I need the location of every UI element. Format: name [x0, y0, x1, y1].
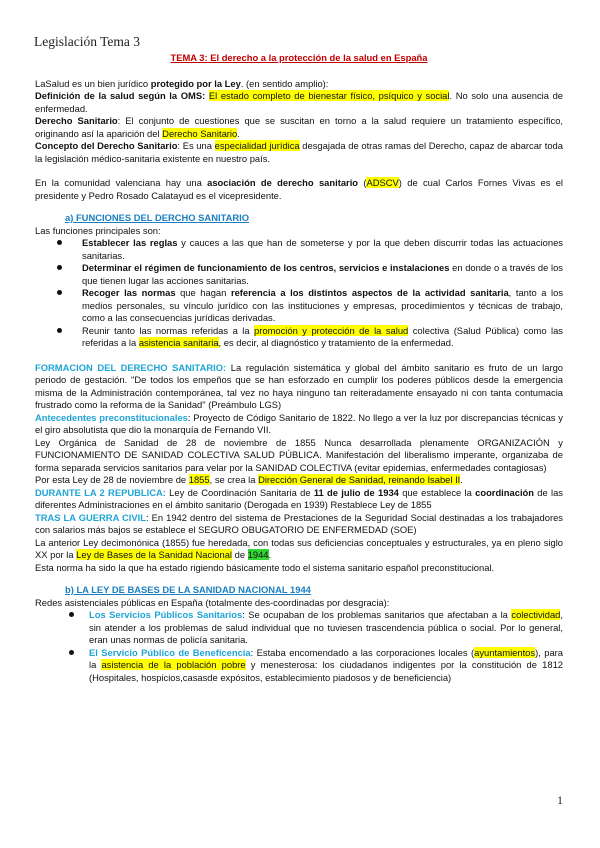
blue-label: DURANTE LA 2 REPUBLICA:	[35, 486, 166, 498]
text: LaSalud es un bien jurídico	[35, 77, 151, 89]
section-b-intro: Redes asistenciales públicas en España (totalmente des-coordinadas por desgracia):	[35, 596, 390, 608]
bullet-icon	[57, 240, 62, 245]
list-item	[35, 287, 563, 325]
bold-text: referencia a los distintos aspectos de la actividad sanitaria	[230, 287, 509, 298]
text: y cauces a las que han de someterse y por la que deben discurrir todas las actuaciones sanitarias.	[82, 237, 563, 261]
text: .	[237, 127, 240, 139]
highlighted-text: asistencia de la población pobre	[101, 659, 246, 670]
text: .	[268, 549, 272, 560]
bullet-icon	[69, 612, 74, 617]
text: en donde o a través de los que tienen lugar las acciones sanitarias.	[82, 262, 563, 286]
blue-label: Los Servicios Públicos Sanitarios	[89, 609, 243, 620]
text: ) de cual Carlos Fornes Vivas es el presidente y Pedro Rosado Calatayud es el vicepresidente.	[35, 177, 563, 201]
anterior-ley-paragraph	[35, 537, 563, 562]
text: : Es una	[177, 140, 215, 151]
highlighted-text: Ley de Bases de la Sanidad Nacional	[76, 549, 233, 560]
highlighted-text: colectividad	[511, 609, 561, 620]
bold-text: Determinar el régimen de funcionamiento de los centros, servicios e instalaciones	[82, 262, 450, 273]
bold-label: Derecho Sanitario	[35, 115, 118, 126]
highlighted-text: Derecho Sanitario	[162, 127, 238, 139]
bullet-icon	[57, 328, 62, 333]
guerra-paragraph	[35, 512, 563, 537]
text: Ley de Coordinación Sanitaria de	[165, 486, 314, 498]
text: que establece la	[398, 486, 476, 498]
bullet-icon	[69, 650, 74, 655]
text: : En 1942 dentro del sistema de Prestaciones de la Seguridad Social destinadas a los trabajadores con salarios más bajos se establece el SEGURO OBUGATORIO DE ENFERMEDAD (SOE)	[35, 511, 563, 535]
text: ), para la	[89, 646, 563, 670]
bold-text: asociación de derecho sanitario	[207, 177, 359, 188]
text: desgajada de otras ramas del Derecho, capaz de abarcar toda la legislación médico-sanitaria existente en nuestro país.	[35, 140, 563, 164]
definition-oms	[35, 90, 563, 115]
text: colectiva (Salud Pública) como las referidas a la	[82, 324, 563, 348]
highlighted-text: especialidad jurídica	[214, 140, 300, 151]
bold-text: coordinación	[475, 486, 534, 498]
antecedentes-paragraph	[35, 412, 563, 437]
text: Por esta Ley de 28 de noviembre de	[35, 474, 189, 485]
green-highlighted-text: 1944	[247, 549, 269, 560]
text: que hagan	[175, 287, 231, 298]
highlighted-text: ayuntamientos	[474, 646, 536, 658]
text: Reunir tanto las normas referidas a la	[82, 324, 255, 336]
funciones-list	[35, 237, 563, 350]
blue-label: El Servicio Público de Beneficencia	[89, 646, 251, 658]
republica-paragraph	[35, 487, 563, 512]
text: , sin atender a los problemas de salud individual que no tuviesen trascendencia pública o social. Por lo general, eran unas normas de policía sanitaria.	[89, 609, 563, 645]
page-header: Legislación Tema 3	[34, 34, 141, 49]
text: , es decir, al diagnóstico y tratamiento de la enfermedad.	[218, 337, 454, 348]
association-paragraph	[35, 177, 563, 202]
intro-salud	[35, 78, 563, 91]
text: : Se ocupaban de los problemas sanitarios que afectaban a la	[242, 609, 512, 620]
text: de las diferentes Administraciones en el ámbito sanitario (Derogada en 1939) Restablece Ley de 1855	[35, 486, 563, 510]
text: , tanto a los medios personales, su vínculo jurídico con las instituciones y empresas, procedimientos y técnicas de trabajo, como a las consecuencias jurídicas derivadas.	[82, 287, 564, 323]
text: .	[460, 474, 463, 485]
highlighted-text: Dirección General de Sanidad, reinando Isabel II	[258, 474, 461, 485]
bold-text: Recoger las normas	[82, 287, 176, 298]
list-item	[35, 325, 563, 350]
text: En la comunidad valenciana hay una	[35, 177, 208, 188]
section-a-heading: a) FUNCIONES DEL DERCHO SANITARIO	[65, 212, 250, 223]
list-item	[35, 262, 563, 287]
text: de	[232, 549, 248, 560]
bold-text: 11 de julio de 1934	[313, 486, 399, 498]
highlighted-text: promoción y protección de la salud	[254, 324, 409, 336]
section-a-intro: Las funciones principales son:	[35, 224, 161, 236]
redes-list	[35, 609, 563, 684]
highlighted-text: 1855	[188, 474, 210, 485]
text: La anterior Ley decimonónica (1855) fue heredada, con todas sus deficiencias conceptuales y estructurales, ya en pleno siglo XX por la	[35, 536, 563, 560]
text: : Proyecto de Código Sanitario de 1822. No llego a ver la luz por discrepancias técnicas y el giro absolutista que dio la monarquía de Fernando VII.	[35, 411, 563, 435]
derecho-sanitario-paragraph	[35, 115, 563, 140]
text: . No solo una ausencia de enfermedad.	[35, 90, 564, 114]
document-title: TEMA 3: El derecho a la protección de la salud en España	[170, 52, 428, 63]
list-item	[35, 237, 563, 262]
highlighted-text: asistencia sanitaria	[138, 337, 219, 348]
concepto-paragraph	[35, 140, 563, 165]
formation-paragraph	[35, 362, 563, 412]
bold-text: protegido por la Ley	[150, 77, 241, 89]
blue-label: FORMACION DEL DERECHO SANITARIO:	[35, 361, 227, 373]
text: . (en sentido amplio):	[240, 77, 329, 89]
blue-label: TRAS LA GUERRA CIVIL	[35, 511, 146, 523]
document-body	[35, 52, 563, 684]
text: : El conjunto de cuestiones que se suscitan en torno a la salud requiere un tratamiento específico, originando así la aparición del	[35, 115, 564, 139]
text: : Estaba encomendado a las corporaciones locales (	[250, 646, 475, 658]
direccion-general-paragraph	[35, 474, 563, 487]
bold-text: Establecer las reglas	[82, 237, 178, 248]
bold-label: Definición de la salud según la OMS:	[35, 90, 206, 101]
list-item	[35, 609, 563, 647]
blue-label: Antecedentes preconstitucionales	[35, 411, 188, 423]
bullet-icon	[57, 265, 62, 270]
text: (	[358, 177, 367, 188]
norma-paragraph: Esta norma ha sido la que ha estado rigiendo básicamente todo el sistema sanitario español preconstitucional.	[35, 561, 495, 573]
text: , se crea la	[209, 474, 259, 485]
text: La regulación sistemática y global del ámbito sanitario es fruto de un largo periodo de gestación. "De todos los empeños que se han esforzado en cumplir los poderes públicos desde la emergencia misma de la Administración contemporánea, tal vez no haya ninguno tan reiteradamente ensayado ni con tanta contumacia frustrado como la reforma de la Sanidad" (Preámbulo LGS)	[35, 361, 563, 410]
section-b-heading: b) LA LEY DE BASES DE LA SANIDAD NACIONAL 1944	[65, 584, 311, 595]
highlighted-text: El estado completo de bienestar físico, psíquico y social	[208, 90, 450, 101]
ley-1855-paragraph: Ley Orgánica de Sanidad de 28 de noviembre de 1855 Nunca desarrollada plenamente ORGANIZACIÓN y FUNCIONAMIENTO DE SANIDAD COLECTIVA SALUD PÚBLICA. Manifestación del liberalismo imperante, organizaba de forma separada servicios sanitarios para velar por la SANIDAD COLECTIVA (evitar epidemias, enfermedades contagiosas)	[35, 436, 563, 473]
bold-label: Concepto del Derecho Sanitario	[35, 140, 178, 151]
highlighted-text: ADSCV	[366, 177, 399, 188]
bullet-icon	[57, 290, 62, 295]
page-number: 1	[557, 793, 563, 807]
text: y menesterosa: los ciudadanos indigentes por la constitución de 1812 (Hospitales, hospicios,casasde expósitos, establecimiento piadosos y de beneficiencia)	[89, 659, 563, 683]
list-item	[35, 647, 563, 685]
